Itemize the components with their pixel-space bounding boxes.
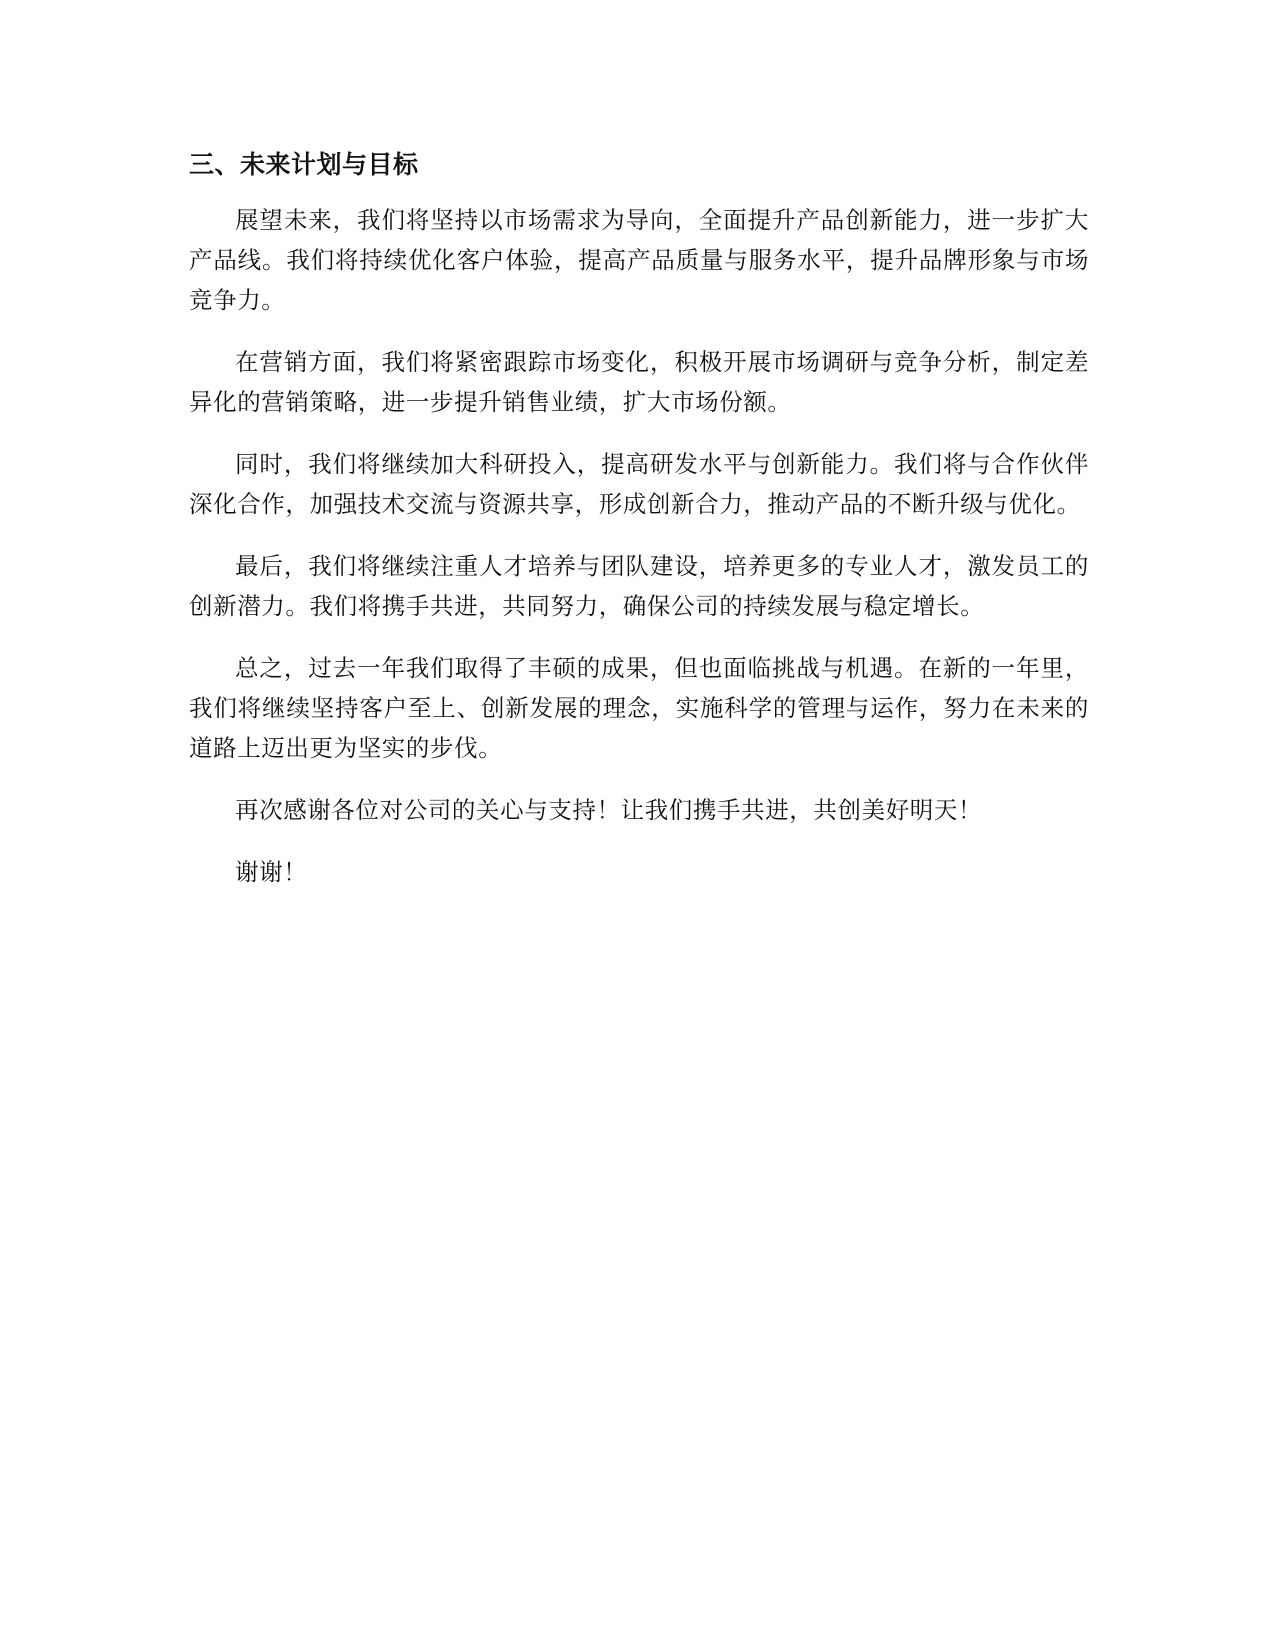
document-body [189,148,1089,914]
paragraph-talent: 最后，我们将继续注重人才培养与团队建设，培养更多的专业人才，激发员工的创新潜力。我们将携手共进，共同努力，确保公司的持续发展与稳定增长。 [189,552,1089,620]
paragraph-thanks-support: 再次感谢各位对公司的关心与支持！让我们携手共进，共创美好明天！ [235,796,983,824]
paragraph-research: 同时，我们将继续加大科研投入，提高研发水平与创新能力。我们将与合作伙伴深化合作，加强技术交流与资源共享，形成创新合力，推动产品的不断升级与优化。 [189,450,1089,518]
paragraph-summary: 总之，过去一年我们取得了丰硕的成果，但也面临挑战与机遇。在新的一年里，我们将继续坚持客户至上、创新发展的理念，实施科学的管理与运作，努力在未来的道路上迈出更为坚实的步伐。 [189,654,1089,762]
paragraph-closing: 谢谢！ [235,858,308,886]
paragraph-marketing: 在营销方面，我们将紧密跟踪市场变化，积极开展市场调研与竞争分析，制定差异化的营销策略，进一步提升销售业绩，扩大市场份额。 [189,348,1089,416]
section-heading: 三、未来计划与目标 [189,150,419,179]
paragraph-future-outlook: 展望未来，我们将坚持以市场需求为导向，全面提升产品创新能力，进一步扩大产品线。我们将持续优化客户体验，提高产品质量与服务水平，提升品牌形象与市场竞争力。 [189,206,1089,314]
